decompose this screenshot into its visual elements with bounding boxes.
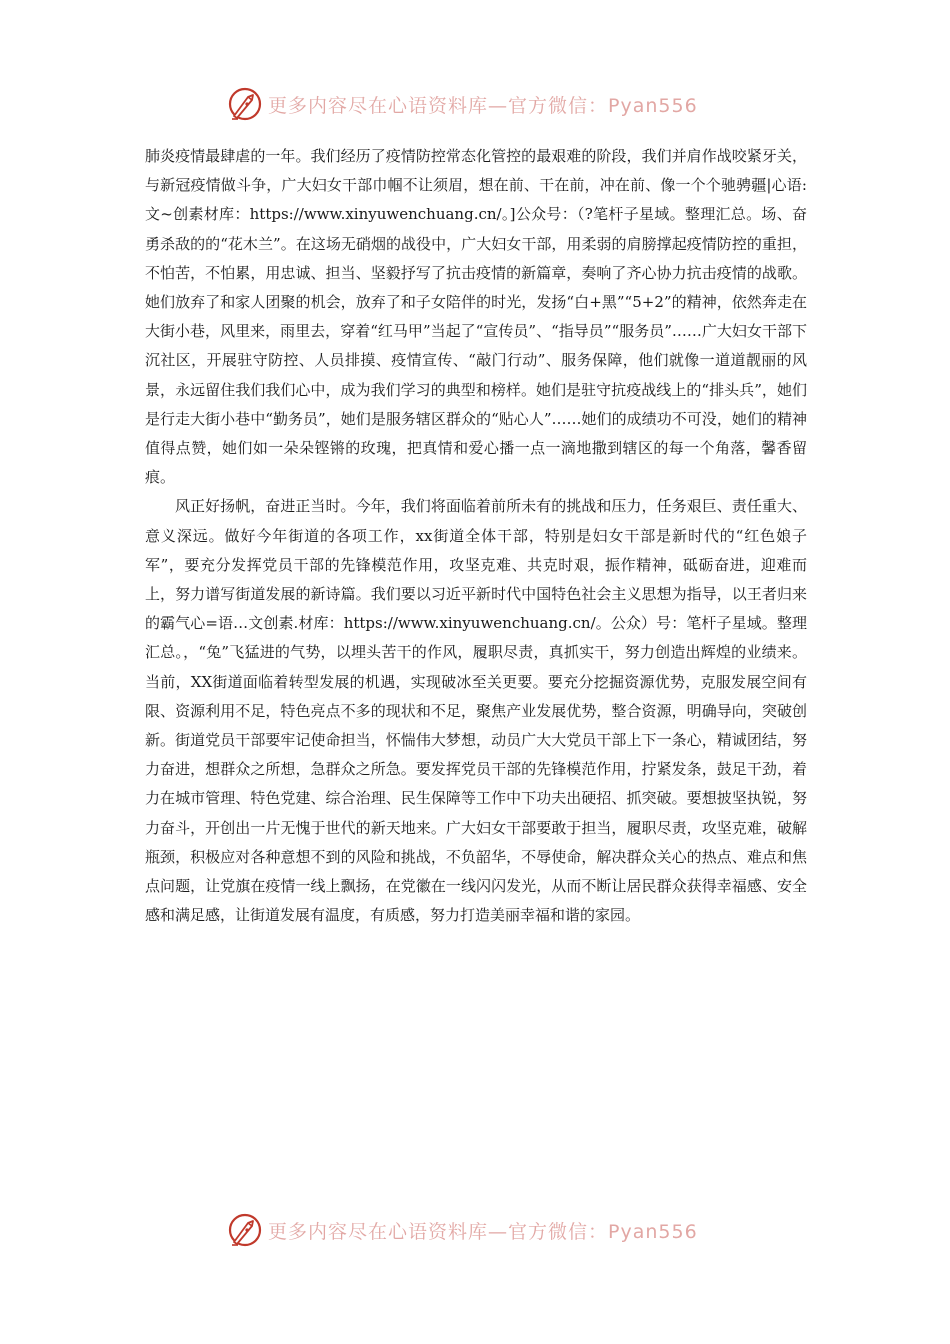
pen-nib-logo-icon xyxy=(226,85,264,123)
footer-banner-text xyxy=(268,1217,698,1244)
footer-banner xyxy=(226,1210,746,1250)
header-banner-text xyxy=(268,91,698,118)
header-banner-label: 更多内容尽在心语资料库—官方微信： xyxy=(268,94,609,117)
document-body xyxy=(145,142,807,930)
footer-banner-label: 更多内容尽在心语资料库—官方微信： xyxy=(268,1220,609,1243)
header-wechat-id: Pyan556 xyxy=(608,94,698,117)
pen-nib-logo-icon xyxy=(226,1211,264,1249)
paragraph-2: 风正好扬帆，奋进正当时。今年，我们将面临着前所未有的挑战和压力，任务艰巨、责任重大、意义深远。做好今年街道的各项工作，xx街道全体干部，特别是妇女干部是新时代的“红色娘子军”，要充分发挥党员干部的先锋模范作用，攻坚克难、共克时艰，振作精神，砥砺奋进，迎难而上，努力谱写街道发展的新诗篇。我们要以习近平新时代中国特色社会主义思想为指导，以王者归来的霸气心=语…文创素.材库：https://www.xinyuwenchuang.cn/。公众）号：笔杆子星域。整理汇总。，“兔”飞猛进的气势，以埋头苦干的作风，履职尽责，真抓实干，努力创造出辉煌的业绩来。当前，XX街道面临着转型发展的机遇，实现破冰至关更要。要充分挖掘资源优势，克服发展空间有限、资源利用不足，特色亮点不多的现状和不足，聚焦产业发展优势，整合资源，明确导向，突破创新。街道党员干部要牢记使命担当，怀惴伟大梦想，动员广大大党员干部上下一条心，精诚团结，努力奋进，想群众之所想，急群众之所急。要发挥党员干部的先锋模范作用，拧紧发条，鼓足干劲，着力在城市管理、特色党建、综合治理、民生保障等工作中下功夫出硬招、抓突破。要想披坚执锐，努力奋斗，开创出一片无愧于世代的新天地来。广大妇女干部要敢于担当，履职尽责，攻坚克难，破解瓶颈，积极应对各种意想不到的风险和挑战，不负韶华，不辱使命，解决群众关心的热点、难点和焦点问题，让党旗在疫情一线上飘扬，在党徽在一线闪闪发光，从而不断让居民群众获得幸福感、安全感和满足感，让街道发展有温度，有质感，努力打造美丽幸福和谐的家园。 xyxy=(145,497,807,925)
header-banner xyxy=(226,84,746,124)
footer-wechat-id: Pyan556 xyxy=(608,1220,698,1243)
paragraph-1: 肺炎疫情最肆虐的一年。我们经历了疫情防控常态化管控的最艰难的阶段，我们并肩作战咬紧牙关，与新冠疫情做斗争，广大妇女干部巾帼不让须眉，想在前、干在前，冲在前、像一个个驰骋疆|心语:文~创素材库：https://www.xinyuwenchuang.cn/。]公众号：（?笔杆子星域。整理汇总。场、奋勇杀敌的的“花木兰”。在这场无硝烟的战役中，广大妇女干部，用柔弱的肩膀撑起疫情防控的重担，不怕苦，不怕累，用忠诚、担当、坚毅抒写了抗击疫情的新篇章，奏响了齐心协力抗击疫情的战歌。她们放弃了和家人团聚的机会，放弃了和子女陪伴的时光，发扬“白+黑”“5+2”的精神，依然奔走在大街小巷，风里来，雨里去，穿着“红马甲”当起了“宣传员”、“指导员”“服务员”……广大妇女干部下沉社区，开展驻守防控、人员排摸、疫情宣传、“敲门行动”、服务保障，他们就像一道道靓丽的风景，永远留住我们我们心中，成为我们学习的典型和榜样。她们是驻守抗疫战线上的“排头兵”，她们是行走大街小巷中“勤务员”，她们是服务辖区群众的“贴心人”……她们的成绩功不可没，她们的精神值得点赞，她们如一朵朵铿锵的玫瑰，把真情和爱心播一点一滴地撒到辖区的每一个角落，馨香留痕。 xyxy=(145,147,807,487)
